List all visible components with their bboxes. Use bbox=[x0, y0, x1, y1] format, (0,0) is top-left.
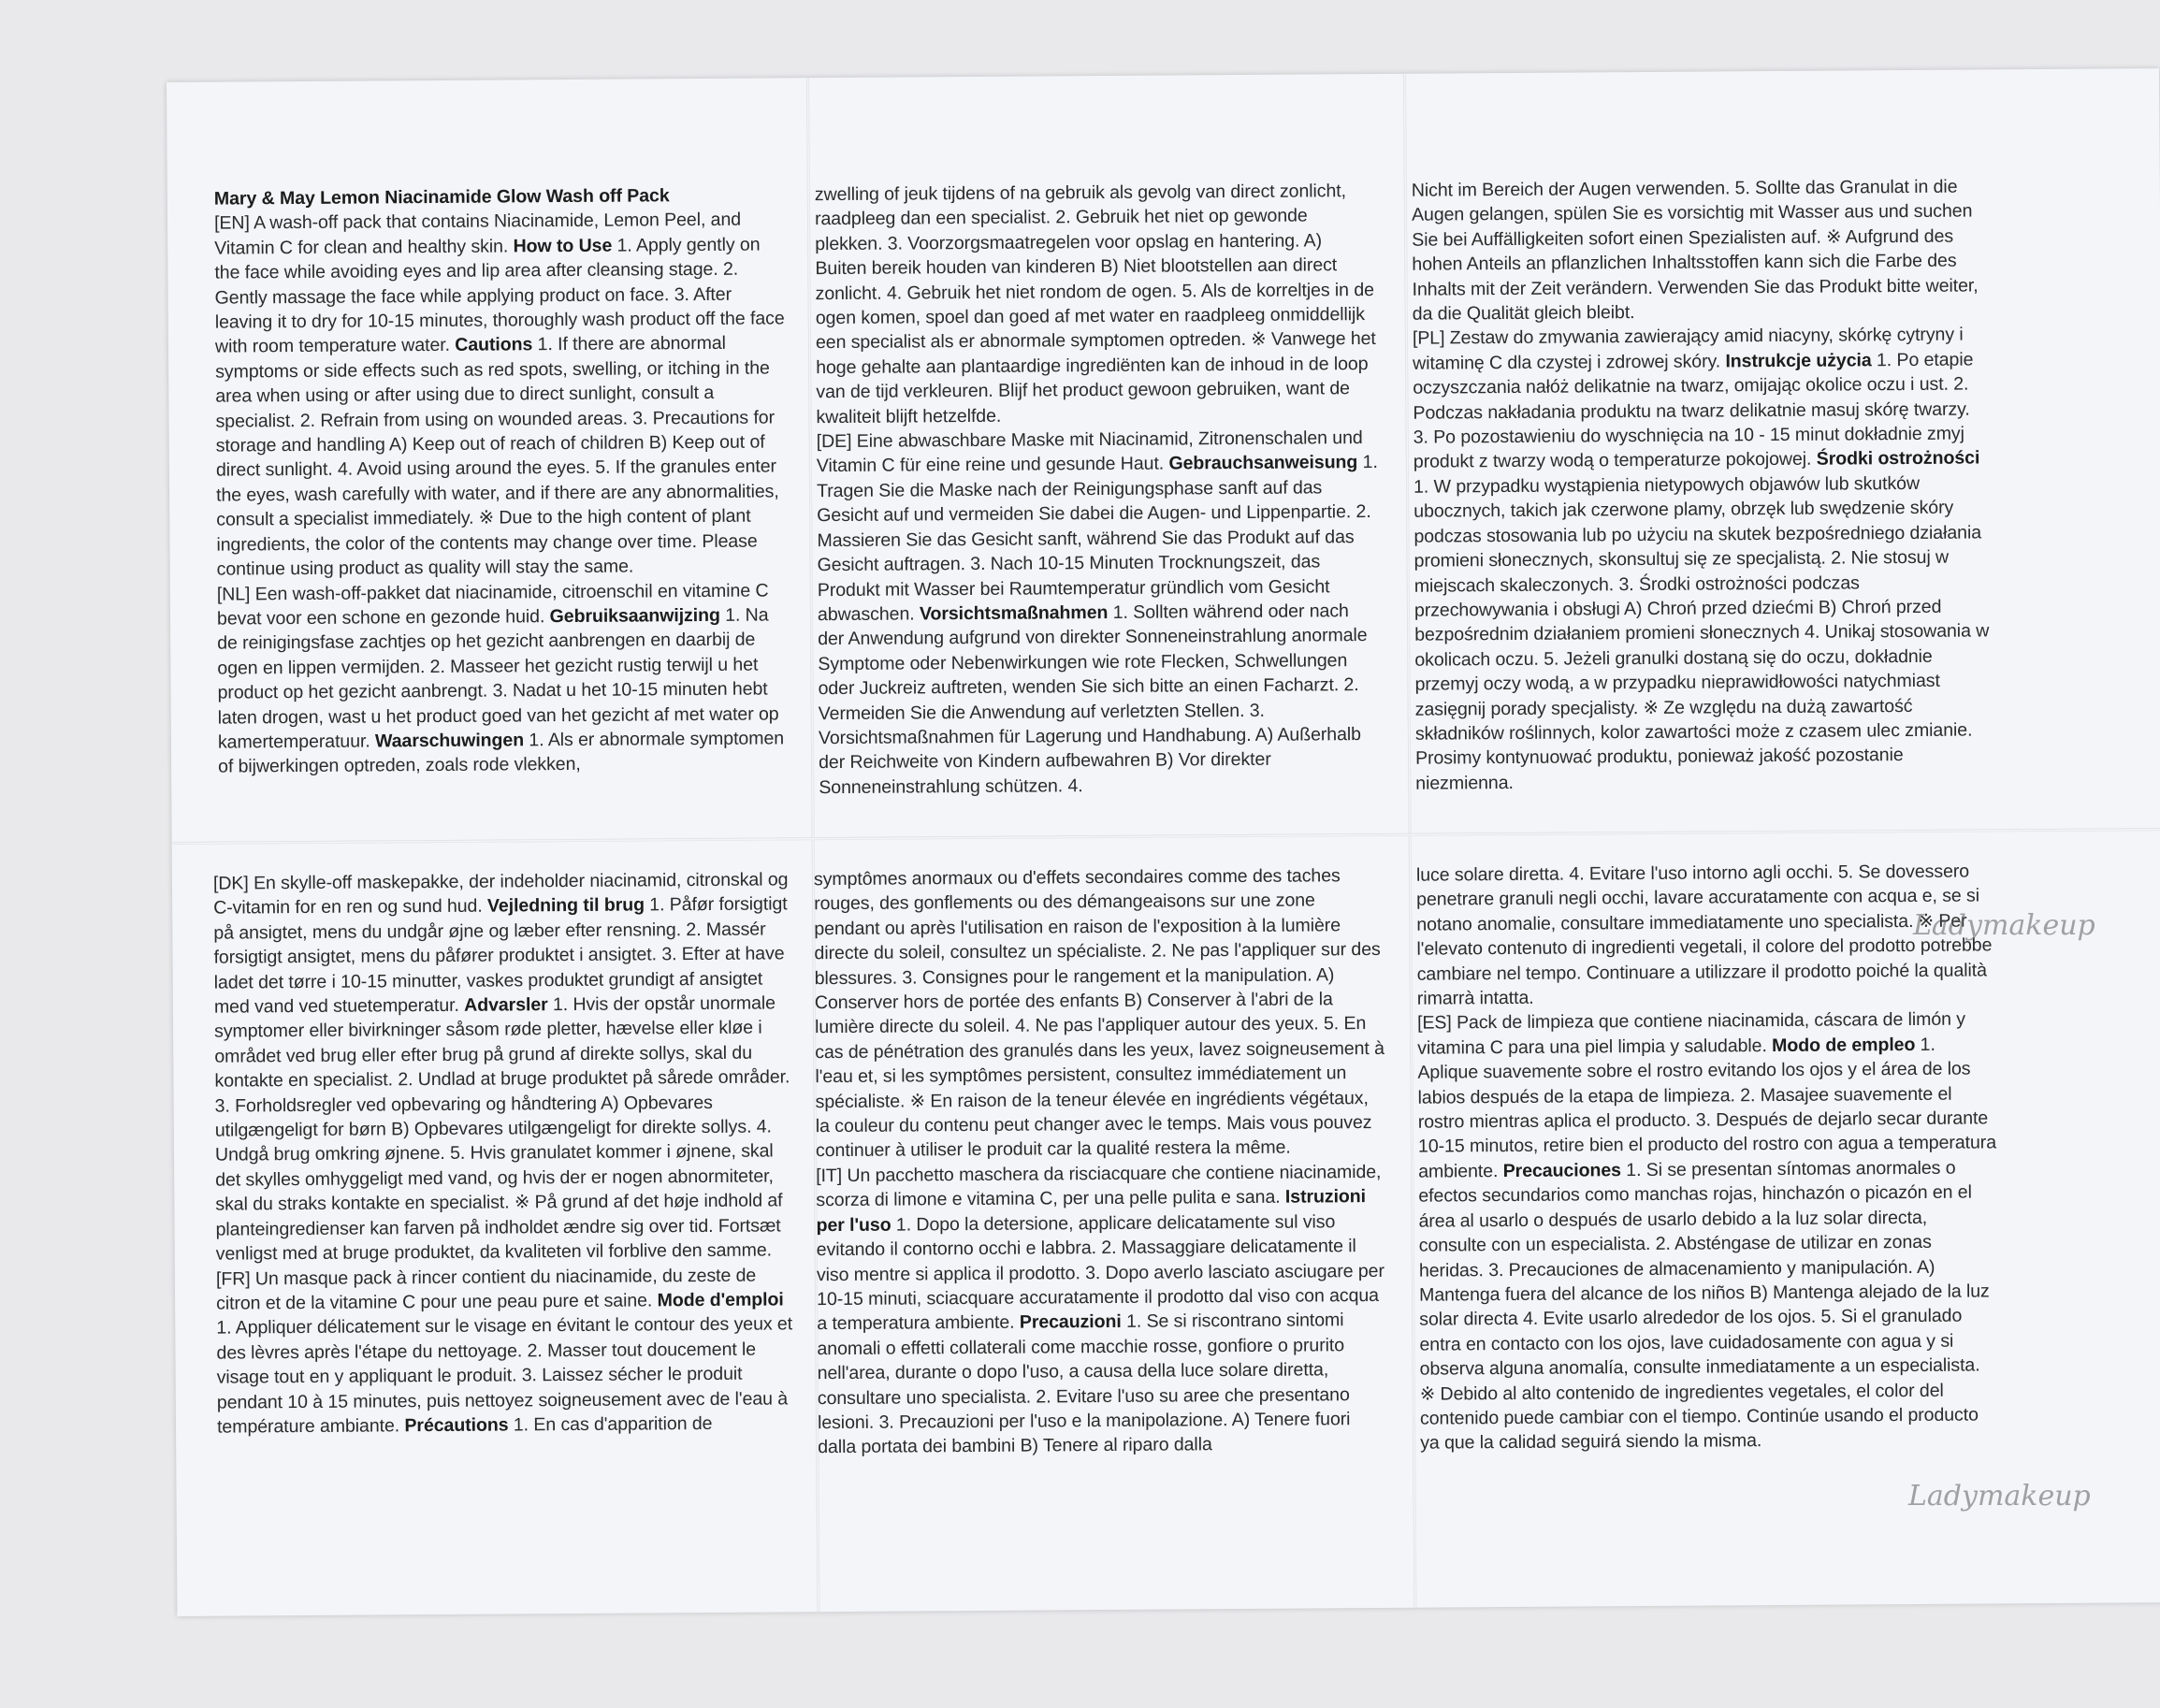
horizontal-fold bbox=[172, 828, 2160, 845]
paragraph bbox=[814, 863, 1386, 1164]
instruction-leaflet bbox=[167, 68, 2160, 1616]
body-text: [IT] Un pacchetto maschera da risciacquare che contiene niacinamide, scorza di limone e vitamina C, per una pelle pulita e sana. bbox=[816, 1161, 1382, 1211]
section-heading: How to Use bbox=[513, 235, 613, 257]
section-heading: Środki ostrożności bbox=[1816, 447, 1980, 470]
paragraph bbox=[214, 208, 792, 582]
section-heading: Mode d'emploi bbox=[657, 1289, 784, 1311]
body-text: [ES] Pack de limpieza que contiene niacinamida, cáscara de limón y vitamina C para una piel limpia y saludable. bbox=[1416, 1009, 1966, 1059]
paragraph bbox=[817, 426, 1381, 800]
body-text: luce solare diretta. 4. Evitare l'uso intorno agli occhi. 5. Se dovessero penetrare granuli negli occhi, lavare accuratamente con acqua e, se si notano anomalie, consultare immediatamente uno specialista. ※ Per l'elevato contenuto di ingredienti vegetali, il colore del prodotto potrebbe cambiare nel tempo. Continuare a utilizzare il prodotto poiché la qualità rimarrà intatta. bbox=[1415, 861, 1993, 1009]
body-text: 1. En cas d'apparition de bbox=[508, 1412, 713, 1436]
body-text: 1. Sollten während oder nach der Anwendung aufgrund von direkter Sonneneinstrahlung anormale Symptome oder Nebenwirkungen wie rote Flecken, Schwellungen oder Juckreiz auftreten, wenden Sie sich bitte an einen Facharzt. 2. Vermeiden Sie die Anwendung auf verletzten Stellen. 3. Vorsichtsmaßnahmen für Lagerung und Handhabung. A) Außerhalb der Reichweite von Kindern aufbewahren B) Vor direkter Sonneneinstrahlung schützen. 4. bbox=[818, 601, 1368, 798]
body-text: 1. Appliquer délicatement sur le visage en évitant le contour des yeux et des lèvres après l'étape du nettoyage. 2. Masser tout doucement le visage tout en y appliquant le produit. 3. Laissez sécher le produit pendant 10 à 15 minutes, puis nettoyez soigneusement avec de l'eau à température ambiante. bbox=[216, 1313, 793, 1438]
body-text: zwelling of jeuk tijdens of na gebruik als gevolg van direct zonlicht, raadpleeg dan een specialist. 2. Gebruik het niet op gewonde plekken. 3. Voorzorgsmaatregelen voor opslag en hantering. A) Buiten bereik houden van kinderen B) Niet blootstellen aan direct zonlicht. 4. Gebruik het niet rondom de ogen. 5. Als de korreltjes in de ogen komen, spoel dan goed af met water en raadpleeg onmiddellijk een specialist als er abnormale symptomen optreden. ※ Vanwege het hoge gehalte aan plantaardige ingrediënten kan de inhoud in de loop van de tijd verkleuren. Blijf het product gewoon gebruiken, want de kwaliteit blijft hetzelfde. bbox=[814, 181, 1376, 427]
body-text: [DK] En skylle-off maskepakke, der indeholder niacinamid, citronskal og C-vitamin for en ren og sund hud. bbox=[212, 869, 789, 919]
paragraph bbox=[217, 578, 793, 780]
body-text: Nicht im Bereich der Augen verwenden. 5. Sollte das Granulat in die Augen gelangen, spülen Sie es vorsichtig mit Wasser aus und suchen Sie bei Auffälligkeiten sofort einen Spezialisten auf. ※ Aufgrund des hohen Anteils an pflanzlichen Inhaltsstoffen kann sich die Farbe des Inhalts mit der Zeit verändern. Verwenden Sie das Produkt bitte weiter, da die Qualität gleich bleibt. bbox=[1411, 176, 1979, 325]
body-text: [NL] Een wash-off-pakket dat niacinamide, citroenschil en vitamine C bevat voor een schone en gezonde huid. bbox=[216, 580, 769, 630]
panel-top-middle bbox=[815, 179, 1381, 800]
section-heading: Modo de empleo bbox=[1772, 1034, 1916, 1056]
watermark-bottom: Ladymakeup bbox=[1908, 1480, 2091, 1513]
body-text: 1. Påfør forsigtigt på ansigtet, mens du undgår øjne og læber efter rensning. 2. Massér forsigtigt ansigtet, mens du påfører produktet i ansigtet. 3. Efter at have ladet det tørre i 10-15 minutter, vaskes produktet grundigt af ansigtet med vand ved stuetemperatur. bbox=[213, 893, 788, 1018]
body-text: [FR] Un masque pack à rincer contient du niacinamide, du zeste de citron et de la vitamine C pour une peau pure et saine. bbox=[215, 1265, 757, 1314]
body-text: 1. Aplique suavemente sobre el rostro evitando los ojos y el área de los labios después de la etapa de limpieza. 2. Masajee suavemente el rostro mientras aplica el producto. 3. Después de dejarlo secar durante 10-15 minutos, retire bien el producto del rostro con agua a temperatura ambiente. bbox=[1417, 1034, 1997, 1182]
section-heading: Gebruiksaanwijzing bbox=[549, 604, 720, 628]
section-heading: Gebrauchsanweisung bbox=[1168, 452, 1358, 474]
section-heading: Précautions bbox=[404, 1414, 509, 1437]
section-heading: Waarschuwingen bbox=[374, 730, 525, 752]
body-text: 1. Apply gently on the face while avoiding eyes and lip area after cleansing stage. 2. Gently massage the face while applying product on face. 3. After leaving it to dry for 10-15 minutes, thoroughly wash product off the face with room temperature water. bbox=[214, 234, 785, 358]
body-text: 1. If there are abnormal symptoms or side effects such as red spots, swelling, or itching in the area when using or after using due to direct sunlight, consult a specialist. 2. Refrain from using on wounded areas. 3. Precautions for storage and handling A) Keep out of reach of children B) Keep out of direct sunlight. 4. Avoid using around the eyes. 5. If the granules enter the eyes, wash carefully with water, and if there are any abnormalities, consult a specialist immediately. ※ Due to the high content of plant ingredients, the color of the contents may change over time. Please continue using product as quality will stay the same. bbox=[215, 333, 779, 580]
section-heading: Mary & May Lemon Niacinamide Glow Wash off Pack bbox=[213, 185, 670, 210]
watermark-top: Ladymakeup bbox=[1913, 909, 2095, 942]
panel-bottom-right bbox=[1416, 859, 2000, 1455]
body-text: symptômes anormaux ou d'effets secondaires comme des taches rouges, des gonflements ou des démangeaisons sur une zone pendant ou après l'utilisation en raison de l'exposition à la lumière directe du soleil, consultez un spécialiste. 2. Ne pas l'appliquer sur des blessures. 3. Consignes pour le rangement et la manipulation. A) Conserver hors de portée des enfants B) Conserver à l'abri de la lumière directe du soleil. 4. Ne pas l'appliquer autour des yeux. 5. En cas de pénétration des granulés dans les yeux, lavez soigneusement à l'eau et, si les symptômes persistent, consultez immédiatement un spécialiste. ※ En raison de la teneur élevée en ingrédients végétaux, la couleur du contenu peut changer avec le temps. Mais vous pouvez continuer à utiliser le produit car la qualité restera la même. bbox=[813, 865, 1384, 1162]
section-heading: Precauzioni bbox=[1019, 1311, 1122, 1333]
body-text: [DE] Eine abwaschbare Maske mit Niacinamid, Zitronenschalen und Vitamin C für eine reine und gesunde Haut. bbox=[816, 427, 1363, 477]
paragraph bbox=[213, 867, 796, 1267]
paragraph bbox=[816, 1160, 1388, 1460]
body-text: [PL] Zestaw do zmywania zawierający amid niacyny, skórkę cytryny i witaminę C dla czystej i zdrowej skóry. bbox=[1412, 325, 1964, 374]
body-text: 1. Hvis der opstår unormale symptomer eller bivirkninger såsom røde pletter, hævelse eller kløe i området ved brug eller efter brug på grund af direkte sollys, skal du kontakte en specialist. 2. Undlad at bruge produktet på sårede områder. 3. Forholdsregler ved opbevaring og håndtering A) Opbevares utilgængeligt for børn B) Opbevares utilgængeligt for direkte sollys. 4. Undgå brug omkring øjnene. 5. Hvis granulatet kommer i øjnene, skal det skylles omhyggeligt med vand, og hvis der er nogen abnormiteter, skal du straks kontakte en specialist. ※ På grund af det høje indhold af planteingredienser kan farven på indholdet ændre sig over tid. Fortsæt venligst med at bruge produktet, da kvaliteten vil forblive den samme. bbox=[214, 992, 790, 1265]
section-heading: Instrukcje użycia bbox=[1725, 350, 1872, 372]
section-heading: Advarsler bbox=[464, 994, 548, 1016]
section-heading: Cautions bbox=[455, 334, 533, 356]
panel-top-right bbox=[1412, 174, 1992, 795]
body-text: 1. W przypadku wystąpienia nietypowych objawów lub skutków ubocznych, takich jak czerwone plamy, obrzęk lub swędzenie skóry podczas stosowania lub po użyciu na skutek bezpośredniego działania promieni słonecznych, skonsultuj się ze specjalistą. 2. Nie stosuj w miejscach skaleczonych. 3. Środki ostrożności podczas przechowywania i obsługi A) Chroń przed dziećmi B) Chroń przed bezpośrednim działaniem promieni słonecznych 4. Unikaj stosowania w okolicach oczu. 5. Jeżeli granulki dostaną się do oczu, dokładnie przemyj oczy wodą, a w przypadku nieprawidłowości natychmiast zasięgnij porady specjalisty. ※ Ze względu na dużą zawartość składników roślinnych, kolor zawartości może z czasem ulec zmianie. Prosimy kontynuować produktu, ponieważ jakość pozostanie niezmienna. bbox=[1413, 472, 1990, 794]
body-text: 1. Po etapie oczyszczania nałóż delikatnie na twarz, omijając okolice oczu i ust. 2. Podczas nakładania produktu na twarz delikatnie masuj skórę twarzy. 3. Po pozostawieniu do wyschnięcia na 10 - 15 minut dokładnie zmyj produkt z twarzy wodą o temperaturze pokojowej. bbox=[1413, 349, 1974, 473]
body-text: [EN] A wash-off pack that contains Niacinamide, Lemon Peel, and Vitamin C for clean and healthy skin. bbox=[213, 210, 742, 259]
paragraph bbox=[1416, 859, 1997, 1011]
panel-top-left bbox=[214, 182, 793, 779]
section-heading: Istruzioni per l'uso bbox=[816, 1186, 1367, 1236]
paragraph bbox=[815, 179, 1378, 429]
section-heading: Vejledning til brug bbox=[486, 894, 645, 918]
body-text: 1. Dopo la detersione, applicare delicatamente sul viso evitando il contorno occhi e labbra. 2. Massaggiare delicatamente il viso mentre si applica il prodotto. 3. Dopo averlo lasciato asciugare per 10-15 minuti, sciacquare accuratamente il prodotto dal viso con acqua a temperatura ambiente. bbox=[816, 1210, 1384, 1335]
section-heading: Precauciones bbox=[1502, 1160, 1621, 1181]
paragraph bbox=[1412, 174, 1988, 326]
body-text: 1. Na de reinigingsfase zachtjes op het gezicht aanbrengen en daarbij de ogen en lippen vermijden. 2. Masseer het gezicht rustig terwijl u het product op het gezicht aanbrengt. 3. Nadat u het 10-15 minuten hebt laten drogen, wast u het product goed van het gezicht af met water op kamertemperatuur. bbox=[217, 604, 779, 753]
body-text: 1. Se si riscontrano sintomi anomali o effetti collaterali come macchie rosse, gonfiore o prurito nell'area, durante o dopo l'uso, a causa della luce solare diretta, consultare uno specialista. 2. Evitare l'uso su aree che presentano lesioni. 3. Precauzioni per l'uso e la manipolazione. A) Tenere fuori dalla portata dei bambini B) Tenere al riparo dalla bbox=[817, 1310, 1351, 1458]
panel-bottom-middle bbox=[814, 863, 1388, 1460]
section-heading: Vorsichtsmaßnahmen bbox=[919, 601, 1109, 625]
body-text: 1. Als er abnormale symptomen of bijwerkingen optreden, zoals rode vlekken, bbox=[218, 728, 785, 777]
body-text: 1. Tragen Sie die Maske nach der Reinigungsphase sanft auf das Gesicht auf und vermeiden Sie dabei die Augen- und Lippenpartie. 2. Massieren Sie das Gesicht sanft, während Sie das Produkt auf das Gesicht auftragen. 3. Nach 10-15 Minuten Trocknungszeit, das Produkt mit Wasser bei Raumtemperatur gründlich vom Gesicht abwaschen. bbox=[816, 452, 1378, 626]
paragraph bbox=[1413, 323, 1991, 796]
panel-bottom-left bbox=[213, 867, 797, 1440]
paragraph bbox=[1417, 1007, 2000, 1456]
body-text: 1. Si se presentan síntomas anormales o efectos secundarios como manchas rojas, hinchazón o picazón en el área al usarlo o después de usarlo debido a la luz solar directa, consulte con un especialista. 2. Absténgase de utilizar en zonas heridas. 3. Precauciones de almacenamiento y manipulación. A) Mantenga fuera del alcance de los niños B) Mantenga alejado de la luz solar directa 4. Evite usarlo alrededor de los ojos. 5. Si el granulado entra en contacto con los ojos, lave cuidadosamente con agua y si observa alguna anomalía, consulte inmediatamente a un especialista. ※ Debido al alto contenido de ingredientes vegetales, el color del contenido puede cambiar con el tiempo. Continúe usando el producto ya que la calidad seguirá siendo la misma. bbox=[1418, 1157, 1990, 1455]
paragraph bbox=[216, 1263, 797, 1440]
